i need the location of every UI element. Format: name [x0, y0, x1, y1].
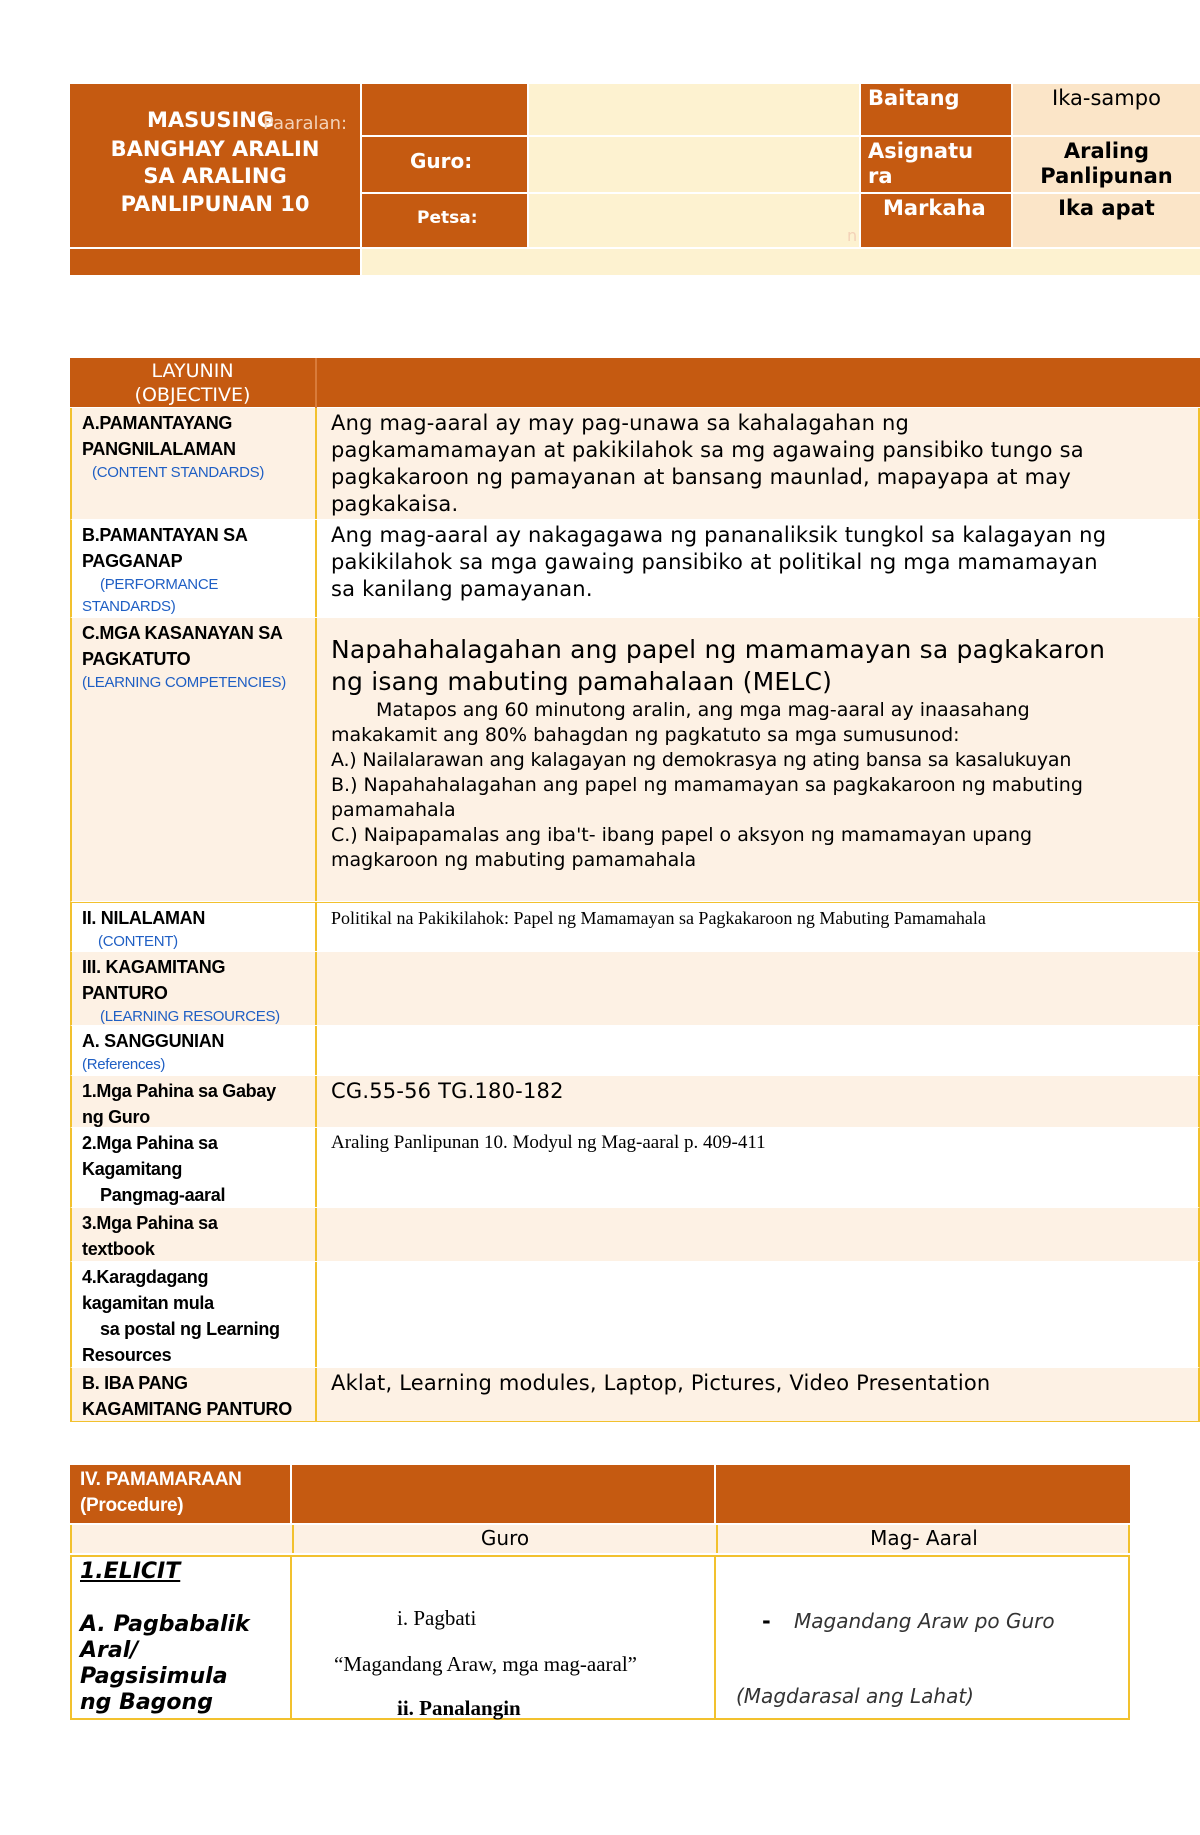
mag-item-2: (Magdarasal ang Lahat): [736, 1684, 974, 1708]
sanggunian-label-cell: [72, 1026, 317, 1075]
paaralan-label: Paaralan:: [263, 113, 348, 134]
content-standards-label-1: A.PAMANTAYANG: [82, 413, 233, 433]
asignatura-label-cell: [861, 137, 1011, 192]
header-bottom-strip: [362, 249, 1200, 275]
performance-standards-label-2: PAGGANAP: [82, 551, 183, 571]
kagamitang-panturo-label-cell: [72, 952, 317, 1025]
title-line4: PANLIPUNAN 10: [120, 192, 310, 216]
gabay-guro-row: [70, 1076, 1200, 1128]
kagamitang-panturo-label-2: PANTURO: [82, 983, 168, 1003]
asignatura-value-cell: [1013, 137, 1200, 192]
competency-body-7: magkaroon ng mabuting pamamahala: [331, 849, 697, 871]
lr-label-2: kagamitan mula: [82, 1293, 214, 1313]
melc-heading-2: ng isang mabuting pamahalaan (MELC): [331, 667, 833, 696]
objectives-header-row: [70, 358, 1200, 408]
sanggunian-label: A. SANGGUNIAN: [82, 1031, 225, 1051]
lesson-header-table: [70, 84, 1200, 275]
kagamitang-panturo-text-cell: [319, 952, 1198, 1025]
kagamitang-pangmag-aaral-text-cell: [319, 1128, 1198, 1207]
gabay-guro-label-1: 1.Mga Pahina sa Gabay: [82, 1081, 276, 1101]
performance-standards-label-cell: [72, 520, 317, 617]
col-mag-label: Mag- Aaral: [870, 1526, 978, 1550]
objective-label: (OBJECTIVE): [134, 384, 251, 406]
gabay-guro-label-cell: [72, 1076, 317, 1127]
sanggunian-row: [70, 1026, 1200, 1076]
performance-standards-row: [70, 520, 1200, 618]
pangmag-aaral-label-3: Pangmag-aaral: [100, 1185, 226, 1205]
mag-item-1: Magandang Araw po Guro: [794, 1609, 1055, 1633]
gabay-guro-text: CG.55-56 TG.180-182: [331, 1079, 564, 1103]
gabay-guro-label-2: ng Guro: [82, 1107, 150, 1127]
elicit-row: [70, 1555, 1130, 1720]
objectives-header-cell: [70, 358, 317, 408]
iba-pang-kagamitan-label-cell: [72, 1368, 317, 1421]
learning-competencies-label-cell: [72, 618, 317, 901]
content-standards-label-cell: [72, 408, 317, 519]
nilalaman-sub: (CONTENT): [98, 933, 178, 950]
procedure-header-guro: [292, 1465, 714, 1523]
performance-standards-text-3: sa kanilang pamayanan.: [331, 577, 593, 601]
nilalaman-text: Politikal na Pakikilahok: Papel ng Mamamayan sa Pagkakaroon ng Mabuting Pamamahala: [331, 908, 986, 928]
content-standards-label-2: PANGNILALAMAN: [82, 439, 236, 459]
lr-label-1: 4.Karagdagang: [82, 1267, 209, 1287]
performance-standards-sub-1: (PERFORMANCE: [100, 576, 219, 593]
content-standards-text-3: pagkakaroon ng pamayanan at bansang maunlad, mapayapa at may: [331, 465, 1071, 489]
asignatura-label-2: ra: [868, 164, 893, 188]
learning-resources-label-cell: [72, 1262, 317, 1367]
performance-standards-text-cell: [319, 520, 1198, 617]
markahan-label: Markaha: [883, 196, 986, 220]
guro-item-1: i. Pagbati: [397, 1606, 477, 1630]
kagamitang-panturo-sub: (LEARNING RESOURCES): [100, 1008, 280, 1025]
content-standards-text-2: pagkamamamayan at pakikilahok sa mg agawaing pansibiko tungo sa: [331, 438, 1084, 462]
paaralan-label-cell: [362, 84, 527, 135]
procedure-col-row: [70, 1525, 1130, 1553]
competency-body-2: makakamit ang 80% bahagdan ng pagkatuto sa mga sumusunod:: [331, 724, 960, 746]
kagamitang-pangmag-aaral-row: [70, 1128, 1200, 1208]
content-standards-text-4: pagkakaisa.: [331, 492, 459, 516]
procedure-label-2: (Procedure): [80, 1495, 184, 1516]
iba-pang-kagamitan-text-cell: [319, 1368, 1198, 1421]
competency-body-5: pamamahala: [331, 799, 456, 821]
gabay-guro-text-cell: [319, 1076, 1198, 1127]
title-line2: BANGHAY ARALIN: [110, 137, 320, 161]
procedure-label-1: IV. PAMAMARAAN: [80, 1469, 242, 1490]
section-label-1: A. Pagbabalik: [80, 1612, 250, 1637]
learning-competencies-label-2: PAGKATUTO: [82, 649, 191, 669]
markahan-label-cell: [861, 194, 1011, 247]
layunin-label: LAYUNIN: [151, 360, 234, 382]
baitang-label-cell: [861, 84, 1011, 135]
title-line3: SA ARALING: [143, 164, 287, 188]
iba-pang-kagamitan-row: [70, 1368, 1200, 1422]
learning-competencies-text-cell: [319, 618, 1198, 901]
petsa-label: Petsa:: [417, 208, 478, 228]
markahan-value-cell: [1013, 194, 1200, 247]
iba-pang-label-1: B. IBA PANG: [82, 1373, 188, 1393]
baitang-value-cell: [1013, 84, 1200, 135]
performance-standards-label-1: B.PAMANTAYAN SA: [82, 525, 248, 545]
asignatura-value-1: Araling: [1063, 139, 1150, 163]
paaralan-value-cell: [529, 84, 859, 135]
title-line1: MASUSING: [147, 108, 275, 132]
learning-competencies-sub: (LEARNING COMPETENCIES): [82, 674, 286, 691]
content-standards-sub: (CONTENT STANDARDS): [92, 464, 265, 481]
learning-resources-text-cell: [319, 1262, 1198, 1367]
pangmag-aaral-label-2: Kagamitang: [82, 1159, 183, 1179]
nilalaman-text-cell: [319, 903, 1198, 951]
elicit-label: 1.ELICIT: [80, 1559, 181, 1584]
competency-body-4: B.) Napahahalagahan ang papel ng mamamayan sa pagkakaroon ng mabuting: [331, 774, 1083, 796]
mag-dash: -: [762, 1609, 771, 1633]
nilalaman-row: [70, 902, 1200, 952]
content-standards-text-1: Ang mag-aaral ay may pag-unawa sa kahalagahan ng: [331, 411, 910, 435]
sanggunian-sub: (References): [82, 1056, 166, 1073]
stray-char: n: [847, 226, 858, 245]
textbook-row: [70, 1208, 1200, 1262]
lr-label-3: sa postal ng Learning: [100, 1319, 280, 1339]
section-label-2: Aral/: [80, 1638, 139, 1663]
baitang-value: Ika-sampo: [1052, 86, 1161, 110]
section-label-4: ng Bagong: [80, 1690, 213, 1715]
asignatura-value-2: Panlipunan: [1040, 164, 1173, 188]
performance-standards-text-1: Ang mag-aaral ay nakagagawa ng pananaliksik tungkol sa kalagayan ng: [331, 523, 1107, 547]
title-cell-bottom: [70, 249, 360, 275]
iba-pang-text: Aklat, Learning modules, Laptop, Pictures, Video Presentation: [331, 1371, 991, 1395]
kagamitang-panturo-row: [70, 952, 1200, 1026]
sanggunian-text-cell: [319, 1026, 1198, 1075]
content-standards-text-cell: [319, 408, 1198, 519]
baitang-label: Baitang: [868, 86, 960, 110]
asignatura-label-1: Asignatu: [868, 139, 974, 163]
procedure-header-cell: [70, 1465, 290, 1523]
learning-competencies-row: [70, 618, 1200, 902]
markahan-value: Ika apat: [1058, 196, 1155, 220]
performance-standards-sub-2: STANDARDS): [82, 598, 176, 615]
col-guro-label: Guro: [480, 1526, 530, 1550]
section-label-3: Pagsisimula: [80, 1664, 228, 1689]
title-cell: [70, 84, 360, 247]
pangmag-aaral-text: Araling Panlipunan 10. Modyul ng Mag-aaral p. 409-411: [331, 1132, 766, 1153]
competency-body-3: A.) Nailalarawan ang kalagayan ng demokrasya ng ating bansa sa kasalukuyan: [331, 749, 1072, 771]
procedure-header-mag: [716, 1465, 1130, 1523]
melc-heading-1: Napahahalagahan ang papel ng mamamayan sa pagkakaron: [331, 635, 1106, 664]
textbook-label-2: textbook: [82, 1239, 155, 1259]
guro-label: Guro:: [410, 149, 473, 173]
textbook-label-1: 3.Mga Pahina sa: [82, 1213, 218, 1233]
petsa-value-cell: [529, 194, 859, 247]
elicit-divider-1: [290, 1557, 292, 1718]
kagamitang-panturo-label-1: III. KAGAMITANG: [82, 957, 226, 977]
guro-label-cell: [362, 137, 527, 192]
learning-resources-row: [70, 1262, 1200, 1368]
iba-pang-label-2: KAGAMITANG PANTURO: [82, 1399, 292, 1419]
pangmag-aaral-label-1: 2.Mga Pahina sa: [82, 1133, 218, 1153]
nilalaman-label: II. NILALAMAN: [82, 908, 206, 928]
guro-value-cell: [529, 137, 859, 192]
learning-competencies-label-1: C.MGA KASANAYAN SA: [82, 623, 283, 643]
performance-standards-text-2: pakikilahok sa mga gawaing pansibiko at politikal ng mga mamamayan: [331, 550, 1098, 574]
textbook-text-cell: [319, 1208, 1198, 1261]
textbook-label-cell: [72, 1208, 317, 1261]
guro-item-2: “Magandang Araw, mga mag-aaral”: [334, 1652, 637, 1676]
lr-label-4: Resources: [82, 1345, 172, 1365]
elicit-divider-2: [714, 1557, 716, 1718]
nilalaman-label-cell: [72, 903, 317, 951]
guro-item-3: ii. Panalangin: [397, 1696, 521, 1720]
content-standards-row: [70, 408, 1200, 520]
petsa-label-cell: [362, 194, 527, 247]
kagamitang-pangmag-aaral-label-cell: [72, 1128, 317, 1207]
competency-body-6: C.) Naipapamalas ang iba't- ibang papel o aksyon ng mamamayan upang: [331, 824, 1033, 846]
competency-body-1: Matapos ang 60 minutong aralin, ang mga mag-aaral ay inaasahang: [376, 699, 1030, 721]
